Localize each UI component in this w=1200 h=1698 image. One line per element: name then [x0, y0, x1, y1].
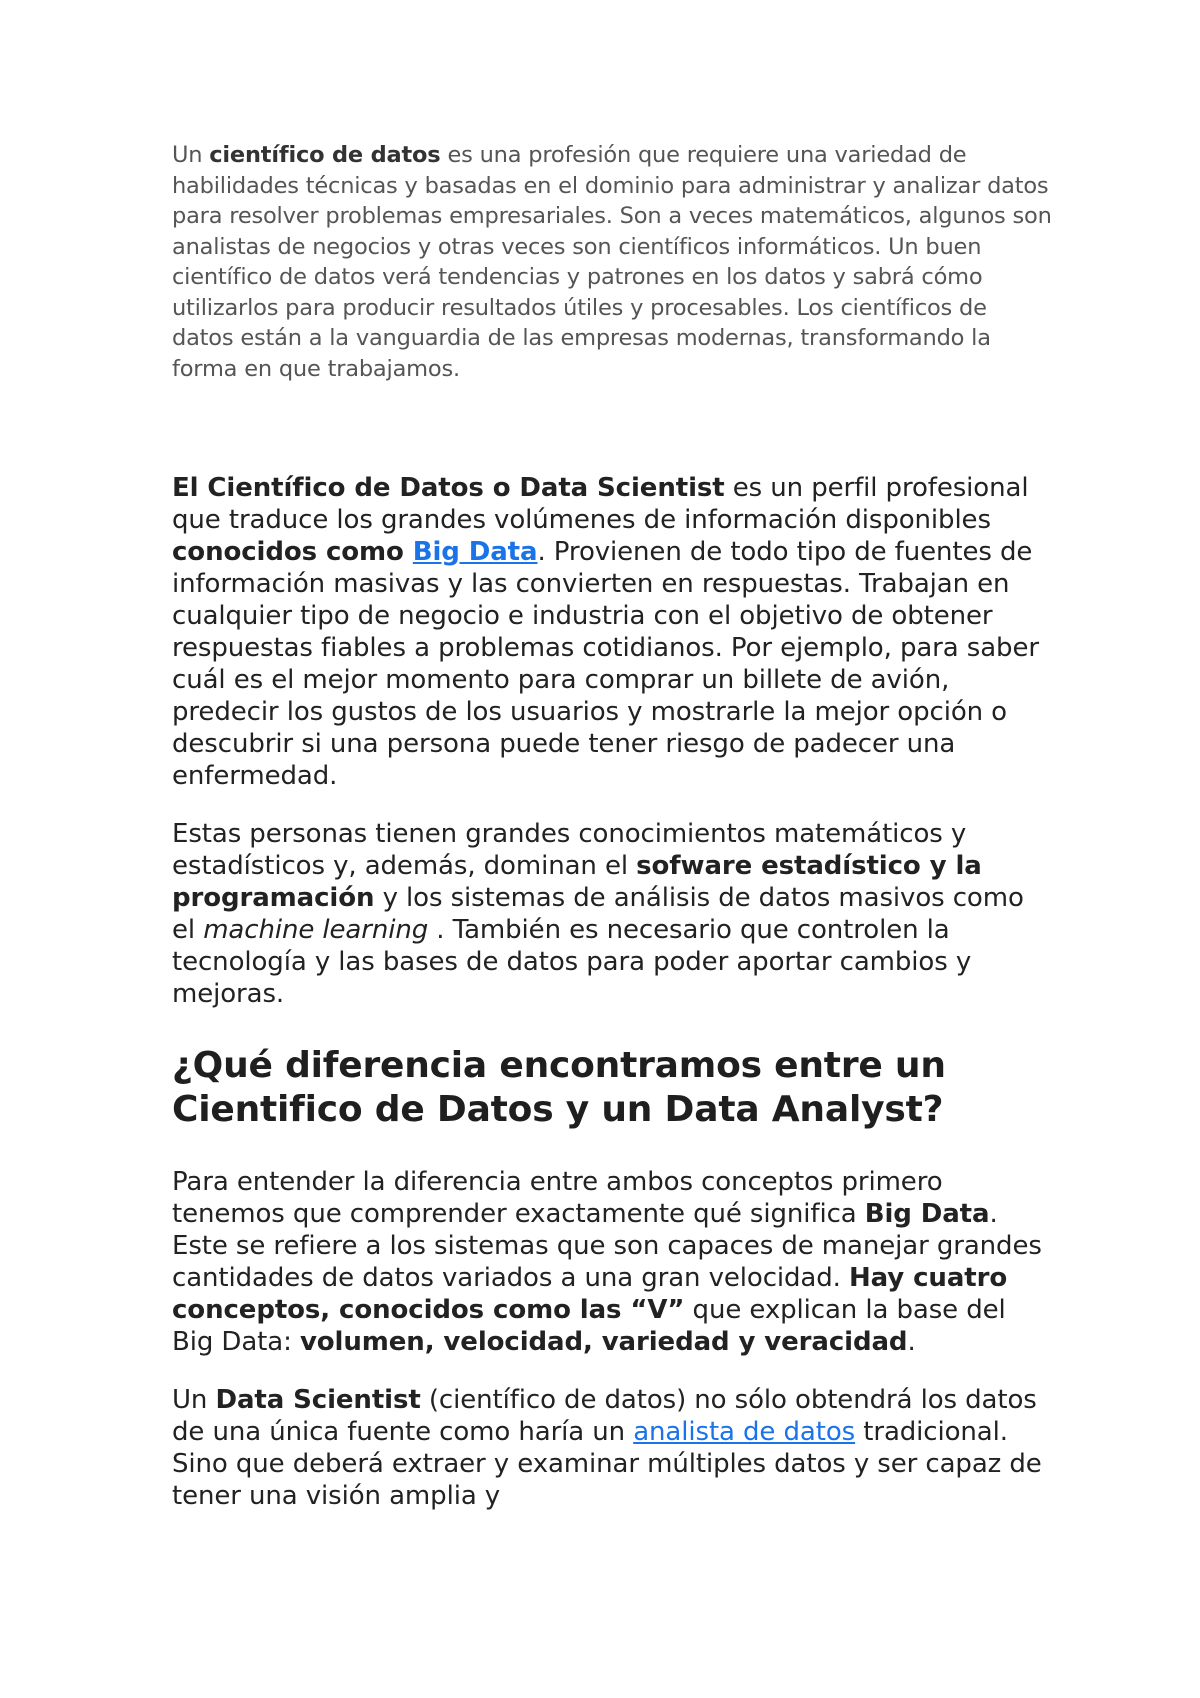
document-page	[172, 140, 1052, 1512]
paragraph-text: (científico de datos) no sólo obtendrá los datos de una única fuente como haría un	[172, 1385, 1037, 1447]
paragraph-text: . También es necesario que controlen la tecnología y las bases de datos para poder aportar cambios y mejoras.	[172, 915, 972, 1009]
intro-text: es una profesión que requiere una variedad de habilidades técnicas y basadas en el dominio para administrar y analizar datos para resolver problemas empresariales. Son a veces matemáticos, algunos son analistas de negocios y otras veces son científicos informáticos. Un buen científico de datos verá tendencias y patrones en los datos y sabrá cómo utilizarlos para producir resultados útiles y procesables. Los científicos de datos están a la vanguardia de las empresas modernas, transformando la forma en que trabajamos.	[172, 142, 1052, 382]
skills-paragraph	[172, 818, 1052, 1010]
paragraph-text: que explican la base del Big Data:	[172, 1295, 1006, 1357]
bold-term: El Científico de Datos o Data Scientist	[172, 473, 725, 503]
paragraph-text: . Provienen de todo tipo de fuentes de información masivas y las convierten en respuestas. Trabajan en cualquier tipo de negocio e industria con el objetivo de obtener respuestas fiables a problemas cotidianos. Por ejemplo, para saber cuál es el mejor momento para comprar un billete de avión, predecir los gustos de los usuarios y mostrarle la mejor opción o descubrir si una persona puede tener riesgo de padecer una enfermedad.	[172, 537, 1039, 791]
paragraph-text: y los sistemas de análisis de datos masivos como el	[172, 883, 1024, 945]
bold-term: Hay cuatro conceptos, conocidos como las “V”	[172, 1263, 1008, 1325]
bold-term: Data Scientist	[215, 1385, 421, 1415]
bold-term: Big Data	[864, 1199, 990, 1229]
paragraph-text: .	[907, 1327, 916, 1357]
paragraph-text: es un perfil profesional que traduce los grandes volúmenes de información disponibles	[172, 473, 1029, 535]
intro-text: Un	[172, 142, 210, 168]
comparison-paragraph	[172, 1384, 1052, 1512]
bold-term: conocidos como	[172, 537, 413, 567]
data-analyst-link[interactable]: analista de datos	[633, 1417, 856, 1447]
big-data-link[interactable]: Big Data	[412, 537, 538, 567]
paragraph-text: Estas personas tienen grandes conocimientos matemáticos y estadísticos y, además, dominan el	[172, 819, 967, 881]
big-data-paragraph	[172, 1166, 1052, 1358]
paragraph-text: Un	[172, 1385, 216, 1415]
italic-term: machine learning	[203, 915, 429, 945]
bold-term: volumen, velocidad, variedad y veracidad	[299, 1327, 908, 1357]
intro-bold-term: científico de datos	[209, 142, 441, 168]
paragraph-text: . Este se refiere a los sistemas que son capaces de manejar grandes cantidades de datos variados a una gran velocidad.	[172, 1199, 1042, 1293]
paragraph-text: tradicional. Sino que deberá extraer y examinar múltiples datos y ser capaz de tener una visión amplia y	[172, 1417, 1042, 1511]
section-heading: ¿Qué diferencia encontramos entre un Cientifico de Datos y un Data Analyst?	[172, 1045, 946, 1130]
data-scientist-definition-paragraph	[172, 472, 1052, 792]
bold-term: sofware estadístico y la programación	[172, 851, 982, 913]
intro-paragraph	[172, 140, 1052, 384]
paragraph-text: Para entender la diferencia entre ambos conceptos primero tenemos que comprender exactamente qué significa	[172, 1167, 943, 1229]
